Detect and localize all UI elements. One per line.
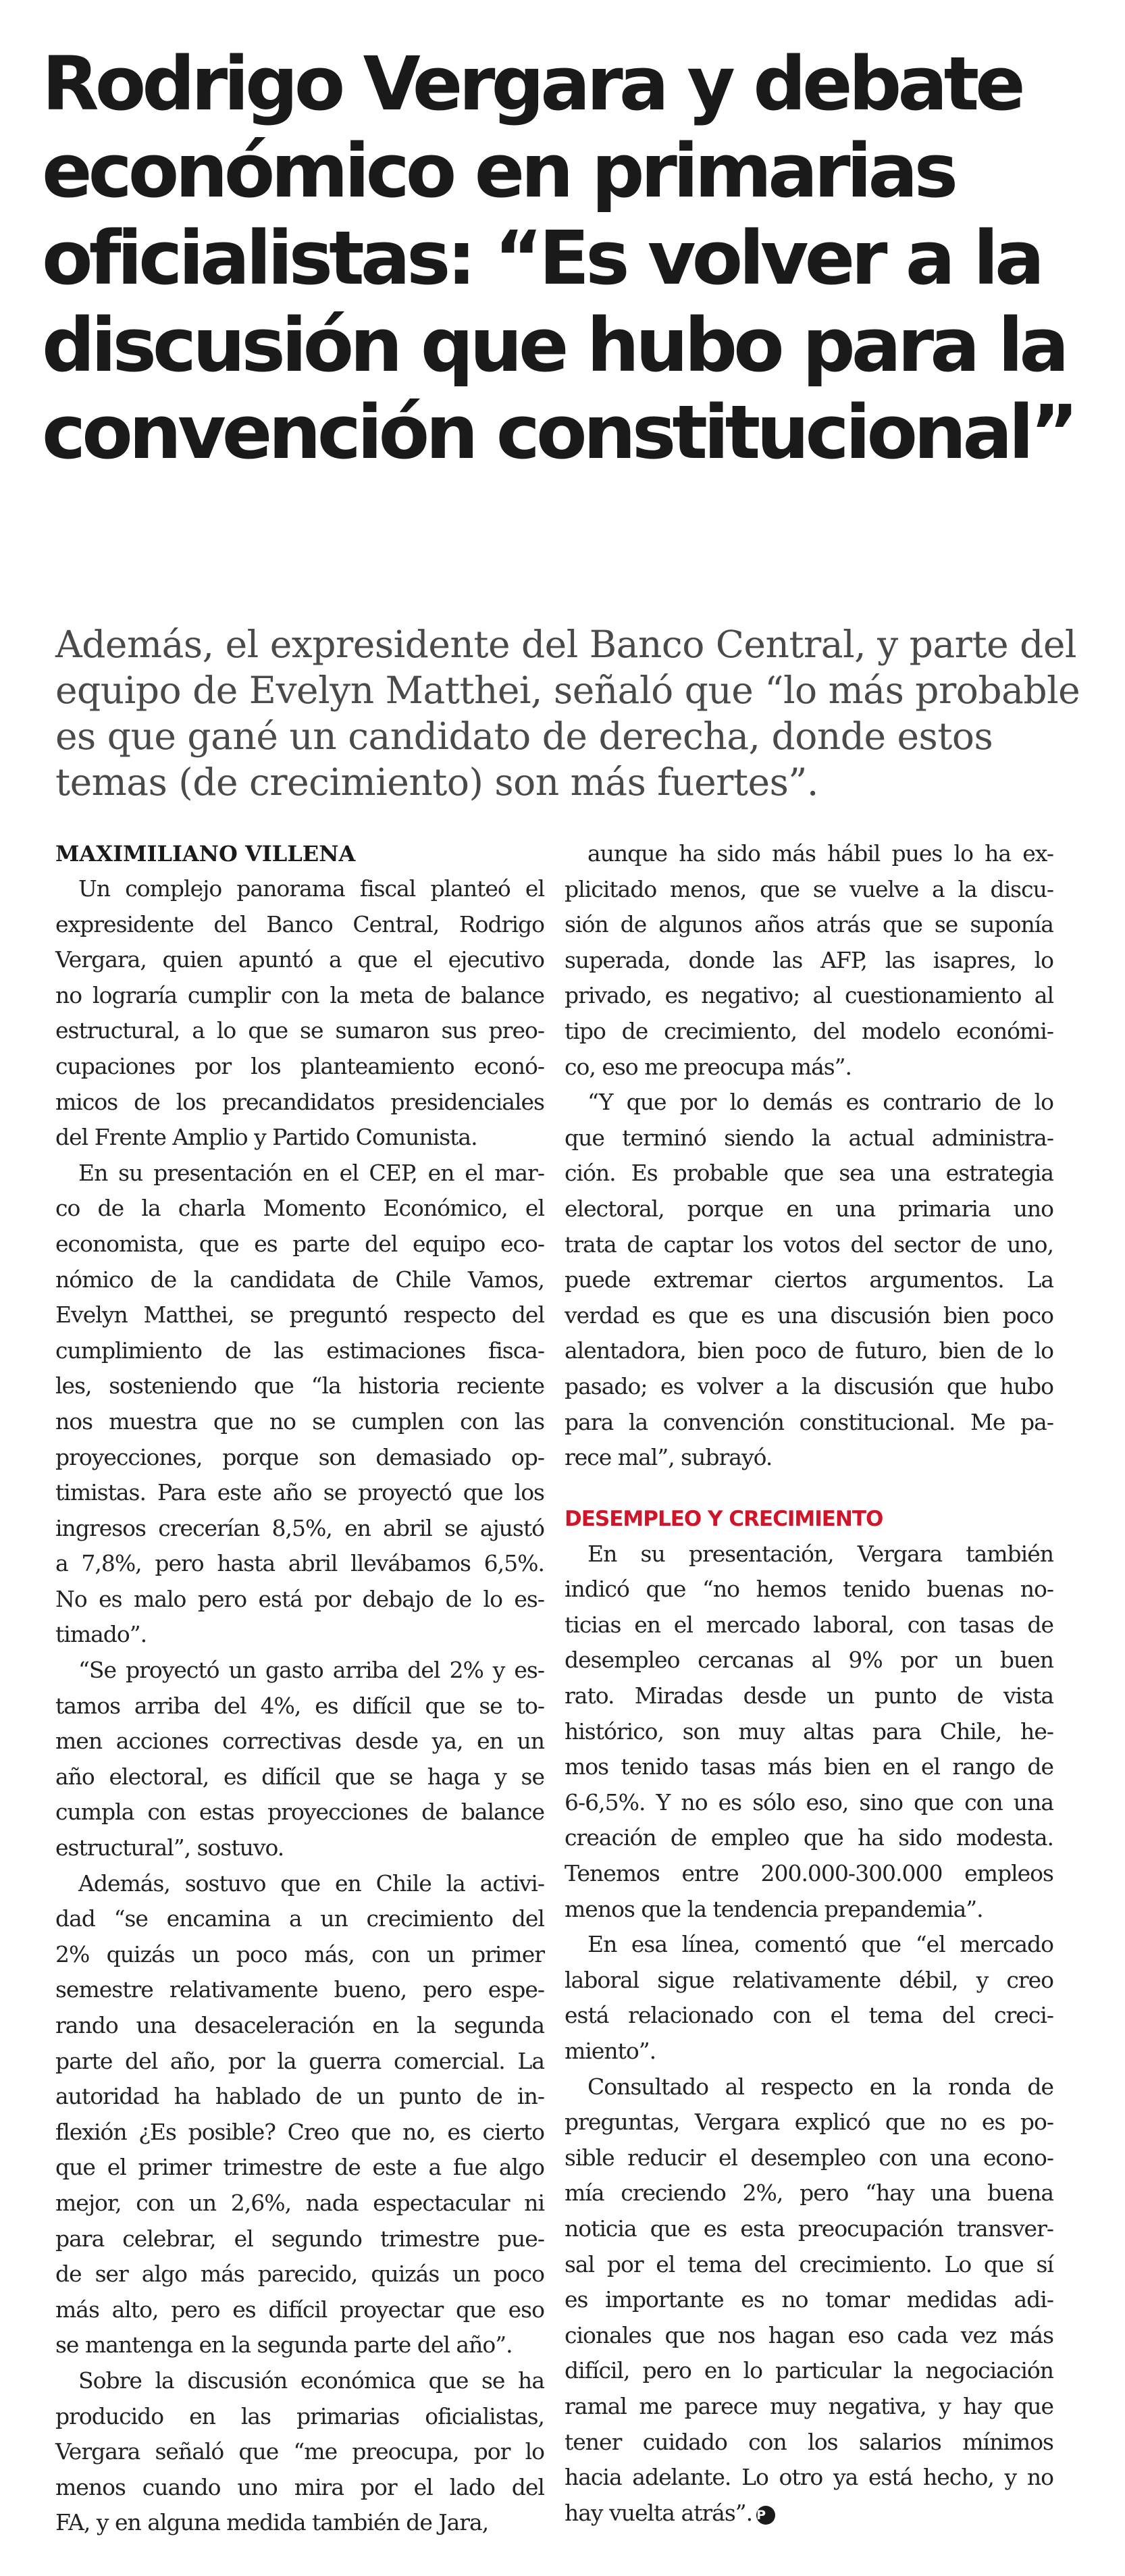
- body-line: En su presentación, Vergara también: [587, 1540, 1053, 1567]
- body-line: histórico, son muy altas para Chile, he-: [565, 1718, 1053, 1745]
- body-line: se mantenga en la segunda parte del año”.: [55, 2332, 513, 2359]
- body-line: indicó que “no hemos tenido buenas no-: [565, 1576, 1053, 1603]
- body-line: para celebrar, el segundo trimestre pue-: [55, 2225, 544, 2252]
- body-line: trata de captar los votos del sector de uno,: [565, 1231, 1053, 1258]
- body-line: del Frente Amplio y Partido Comunista.: [55, 1124, 477, 1151]
- body-line: privado, es negativo; al cuestionamiento al: [565, 982, 1053, 1009]
- body-line: cupaciones por los planteamiento econó-: [55, 1052, 544, 1079]
- body-line: menos cuando uno mira por el lado del: [55, 2473, 544, 2500]
- body-line: parte del año, por la guerra comercial. La: [55, 2047, 544, 2074]
- body-line: nómico de la candidata de Chile Vamos,: [55, 1266, 544, 1293]
- body-line: mía creciendo 2%, pero “hay una buena: [565, 2180, 1053, 2207]
- body-line: No es malo pero está por debajo de lo es-: [55, 1585, 544, 1612]
- body-line: En esa línea, comentó que “el mercado: [587, 1931, 1053, 1958]
- body-line: men acciones correctivas desde ya, en un: [55, 1728, 544, 1755]
- body-line: desempleo cercanas al 9% por un buen: [565, 1647, 1053, 1674]
- section-subhead: DESEMPLEO Y CRECIMIENTO: [565, 1506, 883, 1531]
- body-line: economista, que es parte del equipo eco-: [55, 1230, 544, 1257]
- body-line: timistas. Para este año se proyectó que los: [55, 1479, 544, 1506]
- body-line: que terminó siendo la actual administra-: [565, 1124, 1053, 1151]
- body-line: está relacionado con el tema del creci-: [565, 2002, 1053, 2029]
- body-paragraph: [55, 1866, 544, 2363]
- body-line: autoridad ha hablado de un punto de in-: [55, 2083, 544, 2110]
- left-column: [55, 836, 544, 2541]
- deck-line: es que gané un candidato de derecha, donde estos: [55, 715, 993, 758]
- body-line: año electoral, es difícil que se haga y se: [55, 1763, 544, 1790]
- deck-summary: [55, 621, 1095, 805]
- headline-line: convención constitucional”: [42, 389, 1075, 475]
- deck-line: equipo de Evelyn Matthei, señaló que “lo más probable: [55, 669, 1080, 712]
- body-line: En su presentación en el CEP, en el mar-: [78, 1159, 544, 1186]
- body-line: sal por el tema del crecimiento. Lo que sí: [565, 2250, 1053, 2277]
- body-line: Además, sostuvo que en Chile la activi-: [78, 1870, 544, 1897]
- body-line: a 7,8%, pero hasta abril llevábamos 6,5%.: [55, 1550, 544, 1577]
- byline: MAXIMILIANO VILLENA: [55, 841, 356, 867]
- body-line: flexión ¿Es posible? Creo que no, es cierto: [55, 2118, 544, 2145]
- body-line: rece mal”, subrayó.: [565, 1444, 773, 1471]
- body-paragraph: [565, 836, 1053, 1085]
- body-line: tipo de crecimiento, del modelo económi-: [565, 1017, 1053, 1044]
- deck-line: Además, el expresidente del Banco Central, y parte del: [55, 623, 1076, 666]
- body-line: les, sosteniendo que “la historia reciente: [55, 1372, 544, 1399]
- body-line: difícil, pero en lo particular la negociación: [565, 2357, 1053, 2384]
- body-line: rando una desaceleración en la segunda: [55, 2012, 544, 2038]
- body-line: estructural”, sostuvo.: [55, 1834, 284, 1861]
- body-line: no lograría cumplir con la meta de balance: [55, 981, 544, 1008]
- body-line: Vergara, quien apuntó a que el ejecutivo: [55, 946, 544, 973]
- body-line: co de la charla Momento Económico, el: [55, 1195, 544, 1222]
- body-line: cumplimiento de las estimaciones fisca-: [55, 1337, 544, 1364]
- body-line: “Y que por lo demás es contrario de lo: [587, 1089, 1053, 1116]
- body-paragraph: [565, 1927, 1053, 2069]
- body-line: tener cuidado con los salarios mínimos: [565, 2428, 1053, 2455]
- body-line: producido en las primarias oficialistas,: [55, 2402, 544, 2429]
- body-line: rato. Miradas desde un punto de vista: [565, 1682, 1053, 1709]
- headline-line: oficialistas: “Es volver a la: [42, 215, 1041, 301]
- body-line: menos que la tendencia prepandemia”.: [565, 1895, 983, 1922]
- body-paragraph: [55, 1156, 544, 1653]
- body-paragraph: [565, 2069, 1053, 2531]
- headline-line: Rodrigo Vergara y debate: [42, 41, 1022, 127]
- body-paragraph: [55, 2363, 544, 2541]
- body-paragraph: [55, 871, 544, 1156]
- body-line: aunque ha sido más hábil pues lo ha ex-: [587, 840, 1053, 867]
- body-line: pasado; es volver a la discusión que hubo: [565, 1372, 1053, 1399]
- body-line: estructural, a lo que se sumaron sus preo-: [55, 1017, 544, 1044]
- body-line: alentadora, bien poco de futuro, bien de lo: [565, 1337, 1053, 1364]
- body-line: ticias en el mercado laboral, con tasas de: [565, 1611, 1053, 1638]
- headline-line: discusión que hubo para la: [42, 302, 1066, 388]
- end-of-article-icon: P: [756, 2506, 775, 2525]
- body-line: de ser algo más parecido, quizás un poco: [55, 2261, 544, 2288]
- body-line: “Se proyectó un gasto arriba del 2% y es-: [78, 1657, 544, 1684]
- body-line: Evelyn Matthei, se preguntó respecto del: [55, 1302, 544, 1329]
- body-line: puede extremar ciertos argumentos. La: [565, 1266, 1053, 1293]
- right-column-bottom: [565, 1537, 1053, 2531]
- body-line: creación de empleo que ha sido modesta.: [565, 1824, 1053, 1851]
- body-line: mejor, con un 2,6%, nada espectacular ni: [55, 2189, 544, 2216]
- body-line: dad “se encamina a un crecimiento del: [55, 1905, 544, 1932]
- body-line: para la convención constitucional. Me pa-: [565, 1408, 1053, 1435]
- body-line: superada, donde las AFP, las isapres, lo: [565, 946, 1053, 973]
- body-line: noticia que es esta preocupación transver-: [565, 2215, 1053, 2242]
- body-line: timado”.: [55, 1621, 147, 1648]
- body-paragraph: [565, 1085, 1053, 1476]
- right-column: [565, 836, 1053, 2531]
- body-line: cumpla con estas proyecciones de balance: [55, 1799, 544, 1826]
- body-line: semestre relativamente bueno, pero espe-: [55, 1976, 544, 2003]
- body-line: electoral, porque en una primaria uno: [565, 1195, 1053, 1222]
- body-line: co, eso me preocupa más”.: [565, 1053, 852, 1080]
- body-line: FA, y en alguna medida también de Jara,: [55, 2509, 489, 2536]
- body-line: es importante es no tomar medidas adi-: [565, 2286, 1053, 2313]
- body-paragraph: [55, 1653, 544, 1866]
- right-column-top: [565, 836, 1053, 1476]
- body-line: sible reducir el desempleo con una econo-: [565, 2144, 1053, 2171]
- body-line: ción. Es probable que sea una estrategia: [565, 1160, 1053, 1187]
- body-line: Sobre la discusión económica que se ha: [78, 2367, 544, 2394]
- headline: [42, 41, 1095, 476]
- body-line: que el primer trimestre de este a fue algo: [55, 2154, 544, 2181]
- body-line: tamos arriba del 4%, es difícil que se to-: [55, 1692, 544, 1719]
- body-line: expresidente del Banco Central, Rodrigo: [55, 910, 544, 937]
- body-line: miento”.: [565, 2038, 656, 2064]
- body-line: laboral sigue relativamente débil, y creo: [565, 1966, 1053, 1993]
- body-line: 6-6,5%. Y no es sólo eso, sino que con una: [565, 1788, 1053, 1815]
- body-line: más alto, pero es difícil proyectar que eso: [55, 2296, 544, 2323]
- body-line: micos de los precandidatos presidenciales: [55, 1088, 544, 1115]
- body-line: Vergara señaló que “me preocupa, por lo: [55, 2438, 544, 2465]
- headline-line: económico en primarias: [42, 128, 955, 214]
- body-line: cionales que nos hagan eso cada vez más: [565, 2321, 1053, 2348]
- body-paragraph: [565, 1537, 1053, 1928]
- body-line: ramal me parece muy negativa, y hay que: [565, 2392, 1053, 2419]
- body-line: hay vuelta atrás”. P: [565, 2496, 1053, 2531]
- body-line: verdad es que es una discusión bien poco: [565, 1302, 1053, 1329]
- body-line: hacia adelante. Lo otro ya está hecho, y no: [565, 2464, 1053, 2491]
- body-line: Tenemos entre 200.000-300.000 empleos: [565, 1860, 1053, 1887]
- body-line: Un complejo panorama fiscal planteó el: [78, 875, 544, 902]
- body-line: mos tenido tasas más bien en el rango de: [565, 1753, 1053, 1780]
- body-line: Consultado al respecto en la ronda de: [587, 2073, 1053, 2100]
- body-line: 2% quizás un poco más, con un primer: [55, 1940, 544, 1967]
- body-line: plicitado menos, que se vuelve a la discu-: [565, 875, 1053, 902]
- body-line: preguntas, Vergara explicó que no es po-: [565, 2109, 1053, 2136]
- body-line: proyecciones, porque son demasiado op-: [55, 1443, 544, 1470]
- body-line: sión de algunos años atrás que se suponía: [565, 911, 1053, 938]
- body-line: ingresos crecerían 8,5%, en abril se ajustó: [55, 1514, 544, 1541]
- deck-line: temas (de crecimiento) son más fuertes”.: [55, 761, 818, 804]
- body-line: nos muestra que no se cumplen con las: [55, 1408, 544, 1435]
